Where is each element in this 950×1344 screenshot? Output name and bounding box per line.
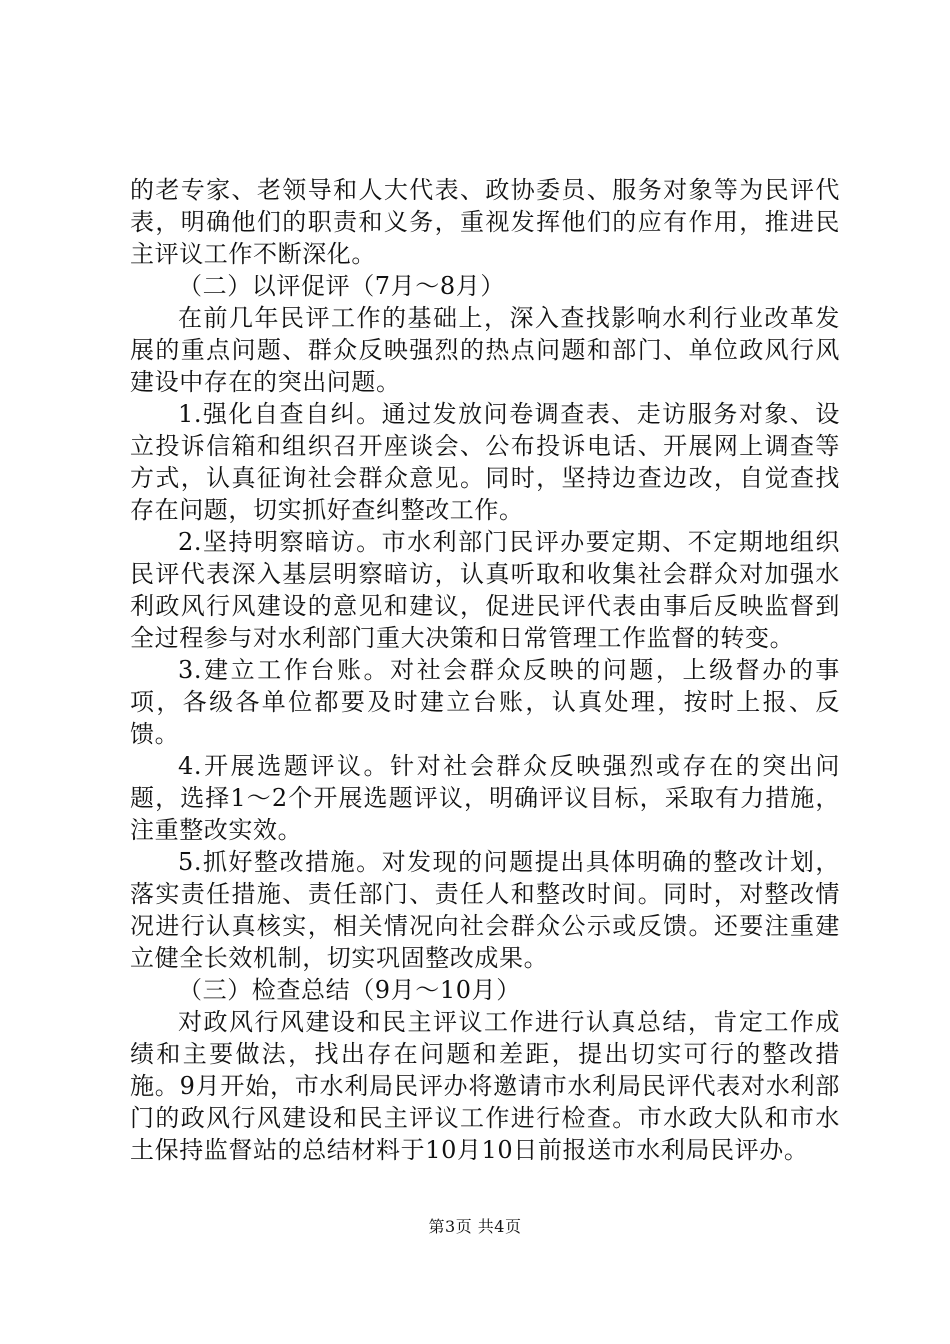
section-heading-2: （二）以评促评（7月～8月） bbox=[178, 272, 505, 300]
paragraph-item-2: 2.坚持明察暗访。市水利部门民评办要定期、不定期地组织民评代表深入基层明察暗访，认真听取和收集社会群众对加强水利政风行风建设的意见和建议，促进民评代表由事后反映监督到全过程参与对水利部门重大决策和日常管理工作监督的转变。 bbox=[130, 528, 840, 652]
paragraph-intro-2: 在前几年民评工作的基础上，深入查找影响水利行业改革发展的重点问题、群众反映强烈的热点问题和部门、单位政风行风建设中存在的突出问题。 bbox=[130, 304, 840, 396]
paragraph-item-4: 4.开展选题评议。针对社会群众反映强烈或存在的突出问题，选择1～2个开展选题评议，明确评议目标，采取有力措施，注重整改实效。 bbox=[130, 752, 840, 844]
paragraph-item-3: 3.建立工作台账。对社会群众反映的问题，上级督办的事项，各级各单位都要及时建立台账，认真处理，按时上报、反馈。 bbox=[130, 656, 840, 748]
paragraph-item-1: 1.强化自查自纠。通过发放问卷调查表、走访服务对象、设立投诉信箱和组织召开座谈会、公布投诉电话、开展网上调查等方式，认真征询社会群众意见。同时，坚持边查边改，自觉查找存在问题，切实抓好查纠整改工作。 bbox=[130, 400, 840, 524]
section-heading-3: （三）检查总结（9月～10月） bbox=[178, 976, 521, 1004]
page-footer: 第3页 共4页 bbox=[428, 1217, 522, 1236]
paragraph-summary: 对政风行风建设和民主评议工作进行认真总结，肯定工作成绩和主要做法，找出存在问题和差距，提出切实可行的整改措施。9月开始，市水利局民评办将邀请市水利局民评代表对水利部门的政风行风建设和民主评议工作进行检查。市水政大队和市水土保持监督站的总结材料于10月10日前报送市水利局民评办。 bbox=[130, 1008, 840, 1164]
document-body bbox=[130, 174, 840, 1166]
paragraph-item-5: 5.抓好整改措施。对发现的问题提出具体明确的整改计划，落实责任措施、责任部门、责任人和整改时间。同时，对整改情况进行认真核实，相关情况向社会群众公示或反馈。还要注重建立健全长效机制，切实巩固整改成果。 bbox=[130, 848, 840, 972]
paragraph-continuation: 的老专家、老领导和人大代表、政协委员、服务对象等为民评代表，明确他们的职责和义务，重视发挥他们的应有作用，推进民主评议工作不断深化。 bbox=[130, 176, 840, 268]
